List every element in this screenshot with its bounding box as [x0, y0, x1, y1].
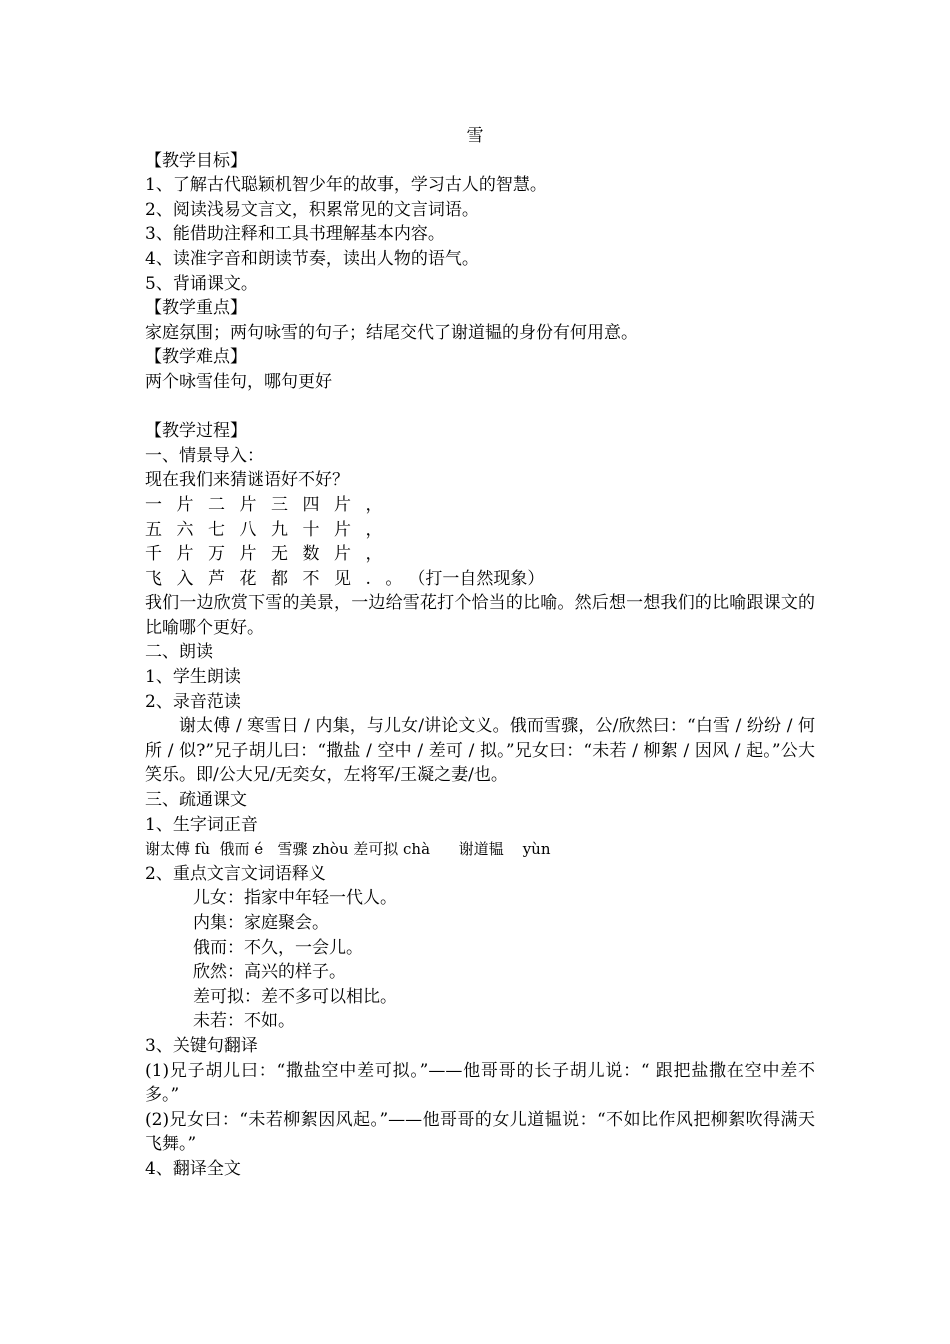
vocab-item: 内集：家庭聚会。	[193, 913, 329, 933]
page-title: 雪	[466, 126, 484, 146]
translation-item: (1)兄子胡儿曰：“撒盐空中差可拟。”——他哥哥的长子胡儿说：“ 跟把盐撒在空中差不多。”	[145, 1060, 815, 1106]
vocab-heading: 2、重点文言文词语释义	[145, 863, 326, 884]
objective-item: 4、读准字音和朗读节奏，读出人物的语气。	[145, 248, 479, 269]
objectives-heading: 【教学目标】	[145, 150, 247, 171]
vocab-item: 儿女：指家中年轻一代人。	[193, 888, 397, 909]
riddle-line: 千片万片无数片，	[145, 544, 397, 565]
intro-heading: 一、情景导入：	[145, 445, 264, 466]
objective-item: 3、能借助注释和工具书理解基本内容。	[145, 224, 445, 245]
objective-item: 1、了解古代聪颖机智少年的故事，学习古人的智慧。	[145, 175, 547, 196]
translation-heading: 3、关键句翻译	[145, 1035, 258, 1056]
intro-prompt: 现在我们来猜谜语好不好？	[145, 470, 349, 491]
difficulties-text: 两个咏雪佳句，哪句更好	[145, 371, 332, 392]
comprehension-heading: 三、疏通课文	[145, 790, 247, 811]
full-translation-heading: 4、翻译全文	[145, 1158, 241, 1179]
intro-transition: 我们一边欣赏下雪的美景，一边给雪花打个恰当的比喻。然后想一想我们的比喻跟课文的比喻哪个更好。	[145, 593, 815, 638]
key-points-text: 家庭氛围；两句咏雪的句子；结尾交代了谢道韫的身份有何用意。	[145, 322, 638, 343]
vocab-item: 欣然：高兴的样子。	[193, 962, 346, 983]
reading-item: 1、学生朗读	[145, 667, 241, 688]
riddle-last-line	[145, 567, 815, 592]
document-body	[145, 124, 815, 1182]
pronunciation-list: 谢太傅 fù 俄而 é 雪骤 zhòu 差可拟 chà 谢道韫 yùn	[145, 840, 551, 859]
riddle-line: 飞入芦花都不见.。	[145, 568, 417, 589]
vocab-item: 俄而：不久，一会儿。	[193, 937, 363, 958]
key-points-heading: 【教学重点】	[145, 298, 247, 319]
difficulties-heading: 【教学难点】	[145, 347, 247, 368]
translation-item: (2)兄女曰：“未若柳絮因风起。”——他哥哥的女儿道韫说：“不如比作风把柳絮吹得满天飞舞。”	[145, 1109, 815, 1155]
vocab-item: 差可拟：差不多可以相比。	[193, 986, 397, 1007]
riddle-line: 五六七八九十片，	[145, 519, 397, 540]
riddle-note: （打一自然现象）	[416, 568, 545, 589]
process-heading: 【教学过程】	[145, 421, 247, 442]
blank-line	[145, 395, 815, 420]
riddle-line: 一片二片三四片，	[145, 494, 397, 515]
lesson-passage: 谢太傅 / 寒雪日 / 内集，与儿女/讲论文义。俄而雪骤，公/欣然曰：“白雪 / 纷纷 / 何所 / 似?”兄子胡儿曰：“撒盐 / 空中 / 差可 / 拟。”兄女曰：“未若 / 柳絮 / 因风 / 起。”公大笑乐。即/公大兄/无奕女，左将军/王凝之妻/也。	[145, 716, 815, 786]
vocab-item: 未若：不如。	[193, 1011, 295, 1032]
objective-item: 2、阅读浅易文言文，积累常见的文言词语。	[145, 199, 479, 220]
objective-item: 5、背诵课文。	[145, 273, 258, 294]
pronunciation-heading: 1、生字词正音	[145, 814, 258, 835]
reading-item: 2、录音范读	[145, 691, 241, 712]
reading-heading: 二、朗读	[145, 642, 213, 663]
